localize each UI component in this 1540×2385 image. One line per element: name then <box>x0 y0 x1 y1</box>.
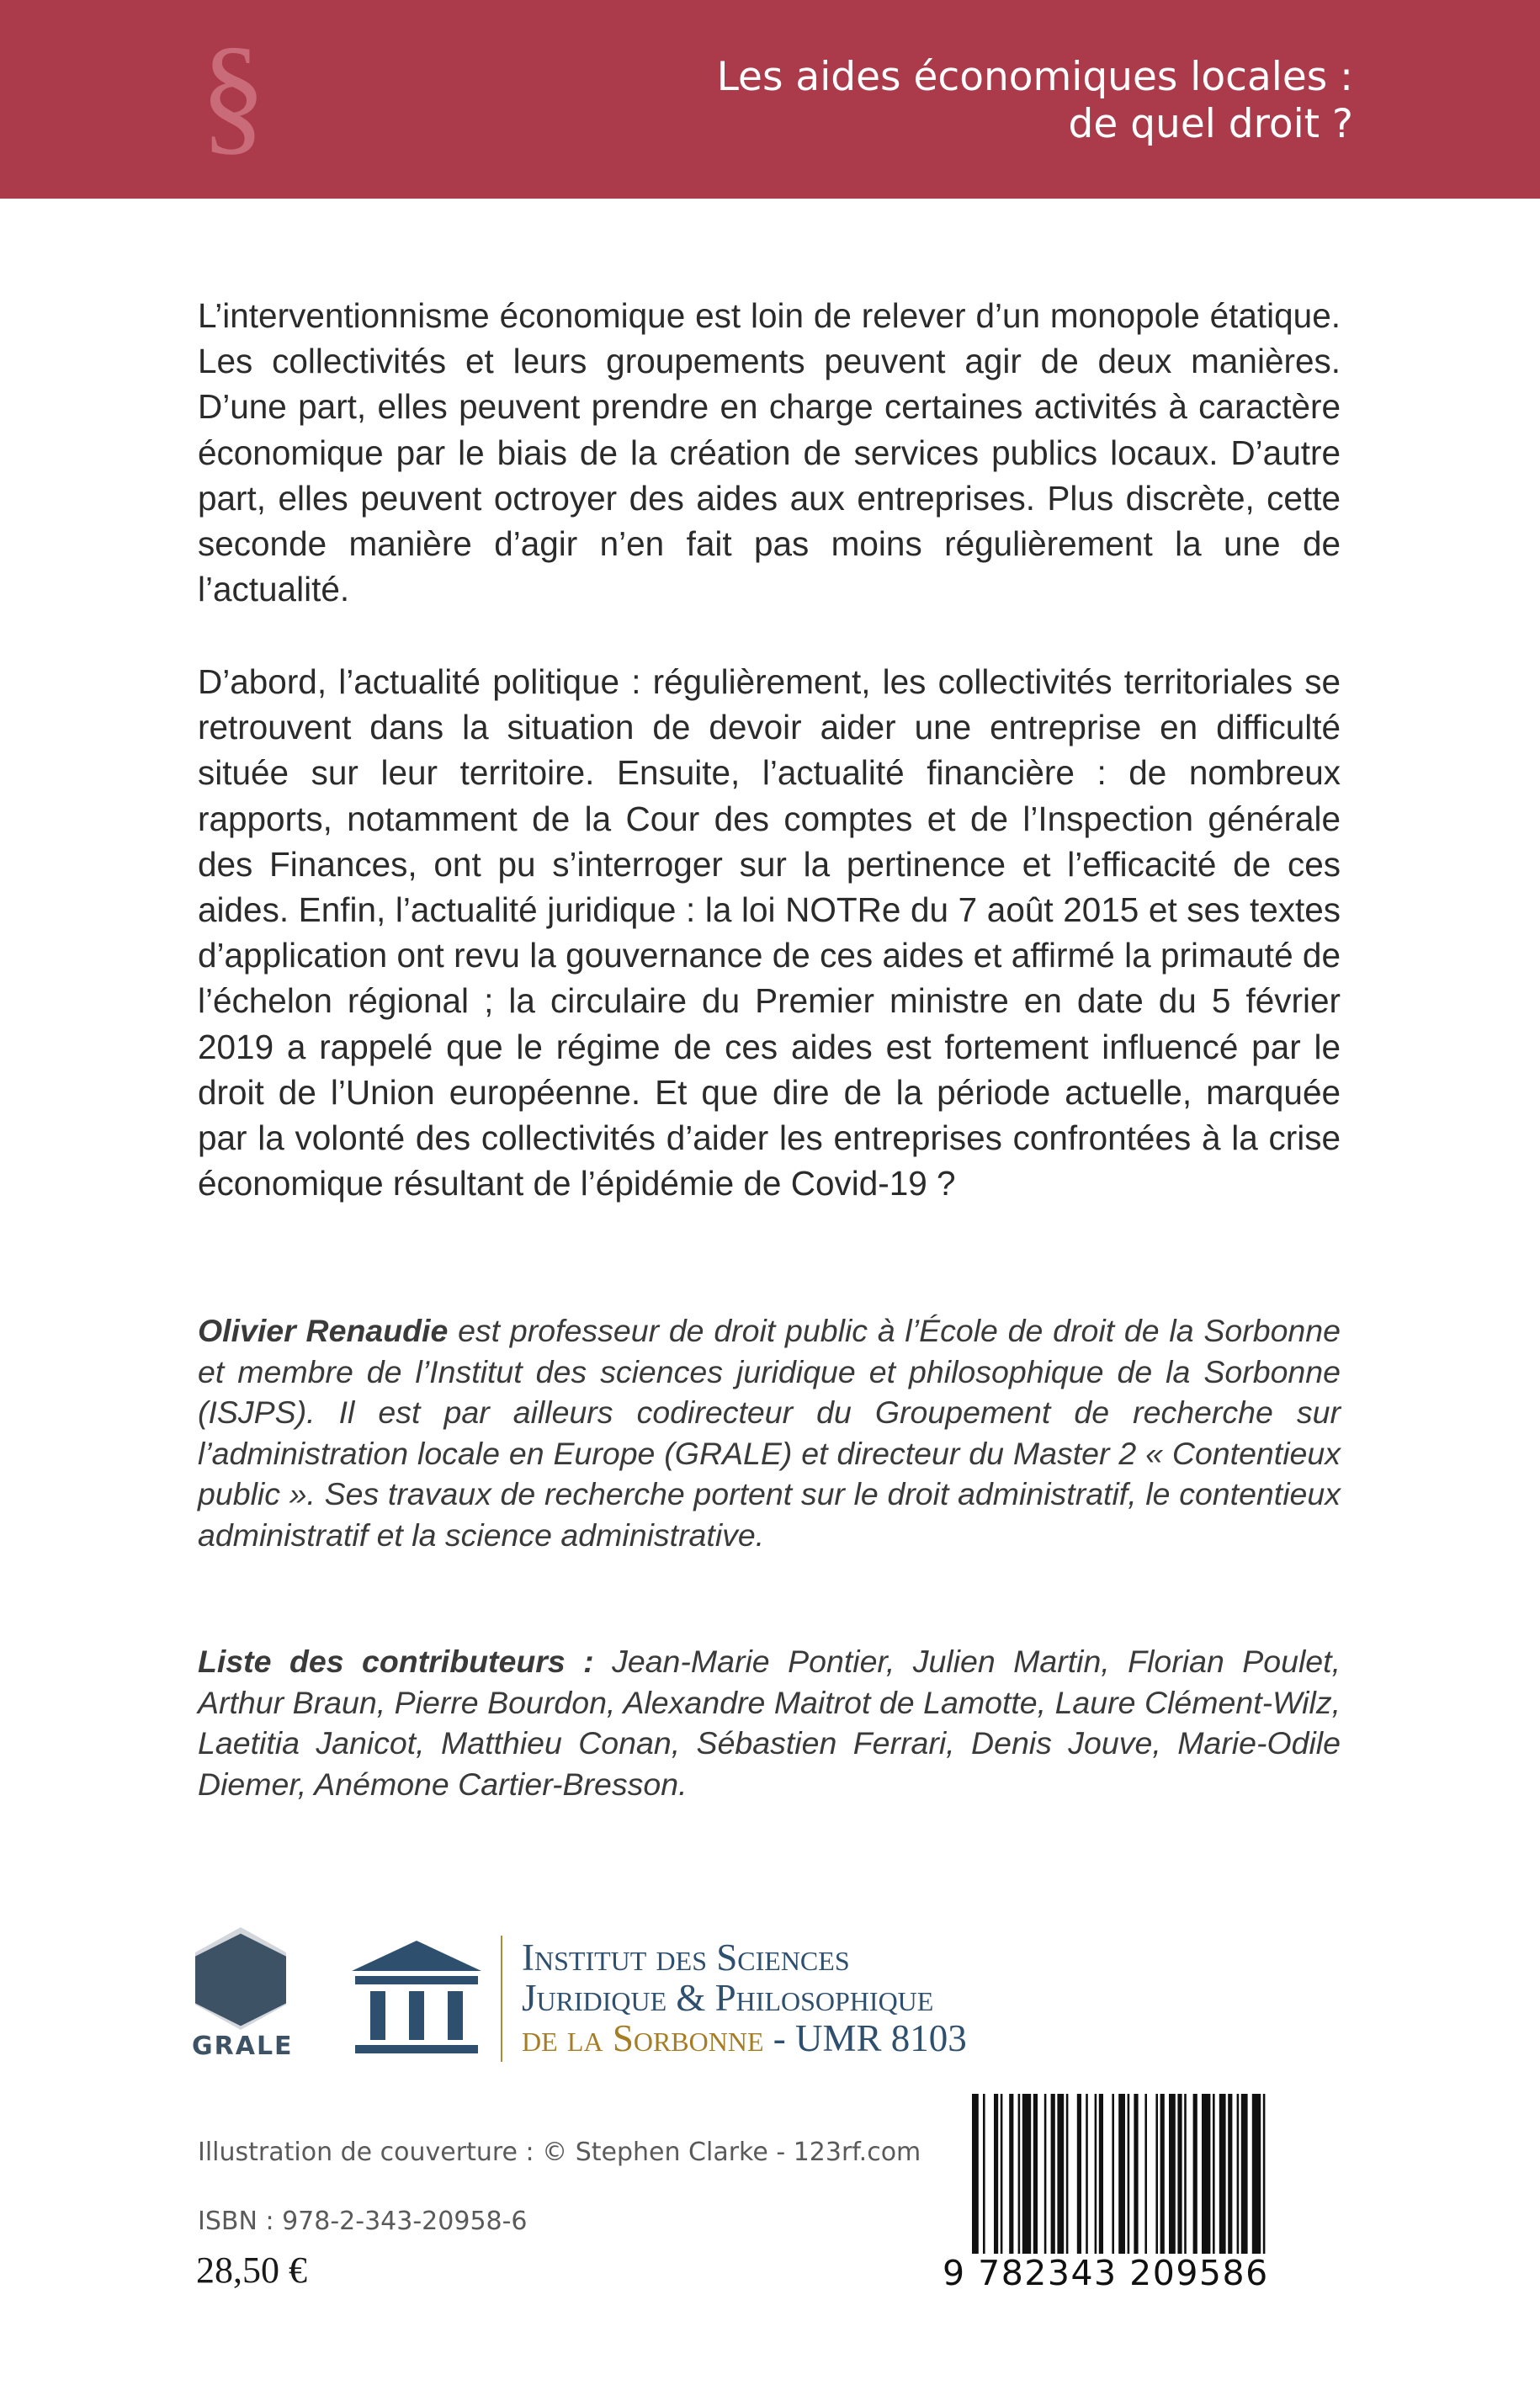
barcode-bar <box>1066 2094 1069 2254</box>
cover-credit: Illustration de couverture : © Stephen Clarke - 123rf.com <box>198 2138 921 2167</box>
isjps-line-2: Juridique & Philosophique <box>522 1977 934 2019</box>
section-sign-icon: § <box>199 20 267 167</box>
summary-paragraph-1: L’interventionnisme économique est loin de relever d’un monopole étatique. Les collectivités et leurs groupements peuvent agir de deux manières. D’une part, elles peuvent prendre en charge certaines activités à caractère économique par le biais de la création de services publics locaux. D’autre part, elles peuvent octroyer des aides aux entreprises. Plus discrète, cette seconde manière d’agir n’en fait pas moins régulièrement la une de l’actualité. <box>198 296 1341 609</box>
grale-wordmark: GRALE <box>192 2032 294 2061</box>
barcode-bar <box>983 2094 985 2254</box>
barcode-bar <box>1009 2094 1013 2254</box>
isjps-sorbonne: de la Sorbonne <box>522 2017 764 2059</box>
author-name: Olivier Renaudie <box>198 1313 449 1348</box>
barcode-bar <box>1219 2094 1226 2254</box>
author-bio-text: est professeur de droit public à l’École de droit de la Sorbonne et membre de l’Institut des sciences juridique et philosophique de la Sorbonne (ISJPS). Il est par ailleurs codirecteur du Groupement de recherche sur l’administration locale en Europe (GRALE) et directeur du Master 2 « Contentieux public ». Ses travaux de recherche portent sur le droit administratif, le contentieux administratif et la science administrative. <box>198 1313 1341 1553</box>
barcode-bar <box>1018 2094 1021 2254</box>
isjps-wordmark <box>522 1937 1111 2058</box>
barcode-bar <box>1241 2094 1248 2254</box>
barcode-bar <box>1155 2094 1158 2254</box>
isbn: ISBN : 978-2-343-20958-6 <box>198 2207 528 2236</box>
barcode-bar <box>1044 2094 1047 2254</box>
barcode-bar <box>1228 2094 1232 2254</box>
isjps-line-3 <box>522 2018 1111 2058</box>
barcode-bar <box>1237 2094 1240 2254</box>
isjps-umr: - UMR 8103 <box>763 2017 967 2059</box>
barcode-bar <box>1193 2094 1197 2254</box>
title-line-2: de quel droit ? <box>1068 101 1353 147</box>
barcode-bar <box>1086 2094 1088 2254</box>
isjps-divider <box>501 1936 502 2062</box>
barcode-bar <box>1001 2094 1003 2254</box>
barcode-bar <box>1177 2094 1182 2254</box>
barcode-bar <box>1051 2094 1055 2254</box>
barcode-bar <box>1213 2094 1215 2254</box>
author-bio <box>198 1310 1341 1555</box>
barcode-bar <box>1263 2094 1266 2254</box>
barcode-bar <box>1252 2094 1261 2254</box>
contributors-list <box>198 1641 1341 1804</box>
barcode-bar <box>1160 2094 1165 2254</box>
barcode-bar <box>1169 2094 1176 2254</box>
barcode-bar <box>994 2094 998 2254</box>
barcode-bar <box>1033 2094 1038 2254</box>
book-title <box>512 54 1353 148</box>
barcode-bar <box>1134 2094 1138 2254</box>
title-line-1: Les aides économiques locales : <box>716 54 1353 100</box>
barcode-bar <box>1184 2094 1187 2254</box>
barcode-bar <box>1022 2094 1031 2254</box>
barcode-bar <box>1118 2094 1125 2254</box>
barcode-bar <box>1099 2094 1103 2254</box>
barcode-bar <box>1057 2094 1064 2254</box>
isjps-line-1: Institut des Sciences <box>522 1936 850 1979</box>
barcode-bar <box>1202 2094 1210 2254</box>
barcode-digits: 9 782343 209586 <box>943 2253 1269 2293</box>
barcode-bar <box>972 2094 979 2254</box>
contributors-label: Liste des contributeurs : <box>198 1644 594 1679</box>
barcode-bar <box>1144 2094 1147 2254</box>
header-band <box>0 0 1540 199</box>
isjps-temple-logo <box>347 1936 486 2057</box>
barcode-bar <box>1128 2094 1130 2254</box>
price: 28,50 € <box>196 2250 307 2291</box>
barcode-bar <box>1077 2094 1081 2254</box>
barcode-bars <box>964 2094 1309 2254</box>
barcode-bar <box>1095 2094 1097 2254</box>
barcode-bar <box>1112 2094 1114 2254</box>
contributors-names: Jean-Marie Pontier, Julien Martin, Florian Poulet, Arthur Braun, Pierre Bourdon, Alexandre Maitrot de Lamotte, Laure Clément-Wilz, Laetitia Janicot, Matthieu Conan, Sébastien Ferrari, Denis Jouve, Marie-Odile Diemer, Anémone Cartier-Bresson. <box>198 1644 1341 1802</box>
summary-paragraph-2: D’abord, l’actualité politique : régulièrement, les collectivités territoriales se retrouvent dans la situation de devoir aider une entreprise en difficulté située sur leur territoire. Ensuite, l’actualité financière : de nombreux rapports, notamment de la Cour des comptes et de l’Inspection générale des Finances, ont pu s’interroger sur la pertinence et l’efficacité de ces aides. Enfin, l’actualité juridique : la loi NOTRe du 7 août 2015 et ses textes d’application ont revu la gouvernance de ces aides et affirmé la primauté de l’échelon régional ; la circulaire du Premier ministre en date du 5 février 2019 a rappelé que le régime de ces aides est fortement influencé par le droit de l’Union européenne. Et que dire de la période actuelle, marquée par la volonté des collectivités d’aider les entreprises confrontées à la crise économique résultant de l’épidémie de Covid-19 ? <box>198 662 1341 1203</box>
